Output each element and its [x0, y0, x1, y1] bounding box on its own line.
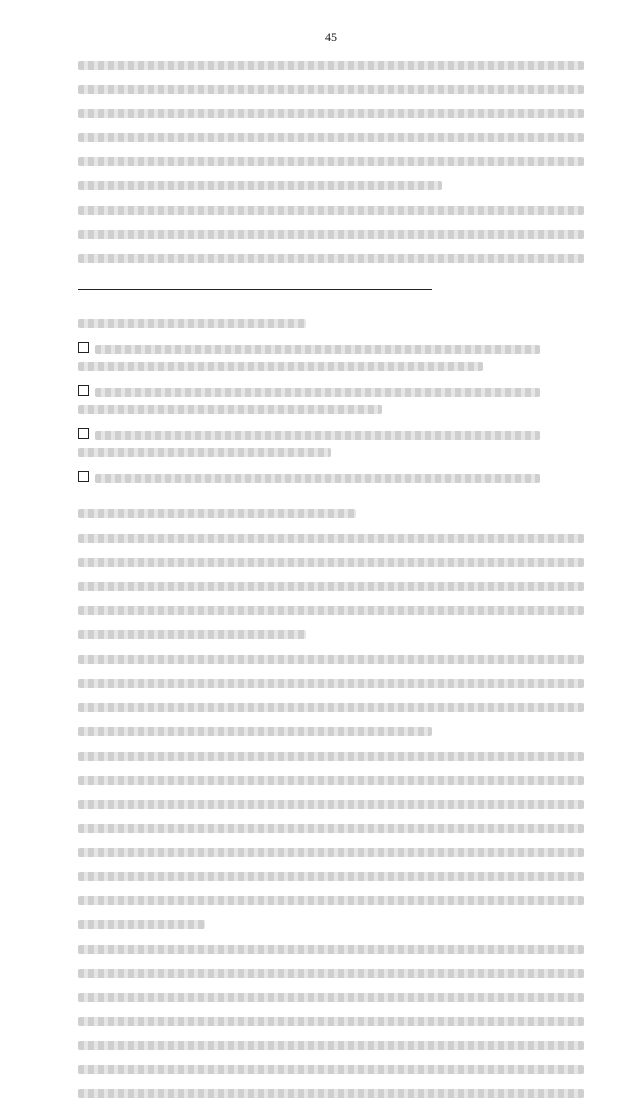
- text-line: [78, 1017, 584, 1036]
- acknowledgement-paragraph: [78, 655, 584, 746]
- declaration-checkbox-line[interactable]: [78, 338, 584, 357]
- text-line: [78, 848, 584, 867]
- text-line: [78, 1089, 584, 1108]
- account-number-field[interactable]: [78, 277, 584, 296]
- page-number: 45: [325, 30, 337, 44]
- text-line: [78, 727, 584, 746]
- text-line: [78, 362, 584, 381]
- text-line: [78, 776, 584, 795]
- payment-method-paragraph: [78, 206, 584, 296]
- declaration-checkbox-line[interactable]: [78, 424, 584, 443]
- text-line: [78, 509, 584, 528]
- text-line: [78, 61, 584, 80]
- text-line: [78, 679, 584, 698]
- text-line: [78, 630, 584, 649]
- checkbox-icon[interactable]: [78, 385, 89, 396]
- text-line: [78, 230, 584, 249]
- text-line: [78, 534, 584, 553]
- text-line: [78, 800, 584, 819]
- checkbox-icon[interactable]: [78, 342, 89, 353]
- text-line: [78, 157, 584, 176]
- intro-paragraph: [78, 61, 584, 200]
- text-line: [78, 920, 584, 939]
- checkbox-icon[interactable]: [78, 428, 89, 439]
- declarations-block: [78, 319, 584, 486]
- checkbox-icon[interactable]: [78, 471, 89, 482]
- declaration-checkbox-line[interactable]: [78, 381, 584, 400]
- text-line: [78, 993, 584, 1012]
- text-line: [78, 1065, 584, 1084]
- text-line: [78, 1041, 584, 1060]
- text-line: [78, 133, 584, 152]
- text-line: [78, 558, 584, 577]
- text-line: [78, 969, 584, 988]
- liability-paragraph: [78, 945, 584, 1108]
- text-line: [78, 824, 584, 843]
- text-line: [78, 206, 584, 225]
- text-line: [78, 896, 584, 915]
- text-line: [78, 703, 584, 722]
- text-line: [78, 319, 584, 338]
- text-line: [78, 181, 584, 200]
- text-line: [78, 85, 584, 104]
- text-line: [78, 448, 584, 467]
- text-line: [78, 872, 584, 891]
- text-line: [78, 254, 584, 273]
- declaration-checkbox-line[interactable]: [78, 467, 584, 486]
- text-line: [78, 606, 584, 625]
- text-line: [78, 655, 584, 674]
- text-line: [78, 752, 584, 771]
- consent-paragraph: [78, 752, 584, 939]
- text-line: [78, 582, 584, 601]
- confirmation-paragraph: [78, 509, 584, 528]
- text-line: [78, 405, 584, 424]
- obligation-paragraph: [78, 534, 584, 649]
- text-line: [78, 945, 584, 964]
- text-line: [78, 109, 584, 128]
